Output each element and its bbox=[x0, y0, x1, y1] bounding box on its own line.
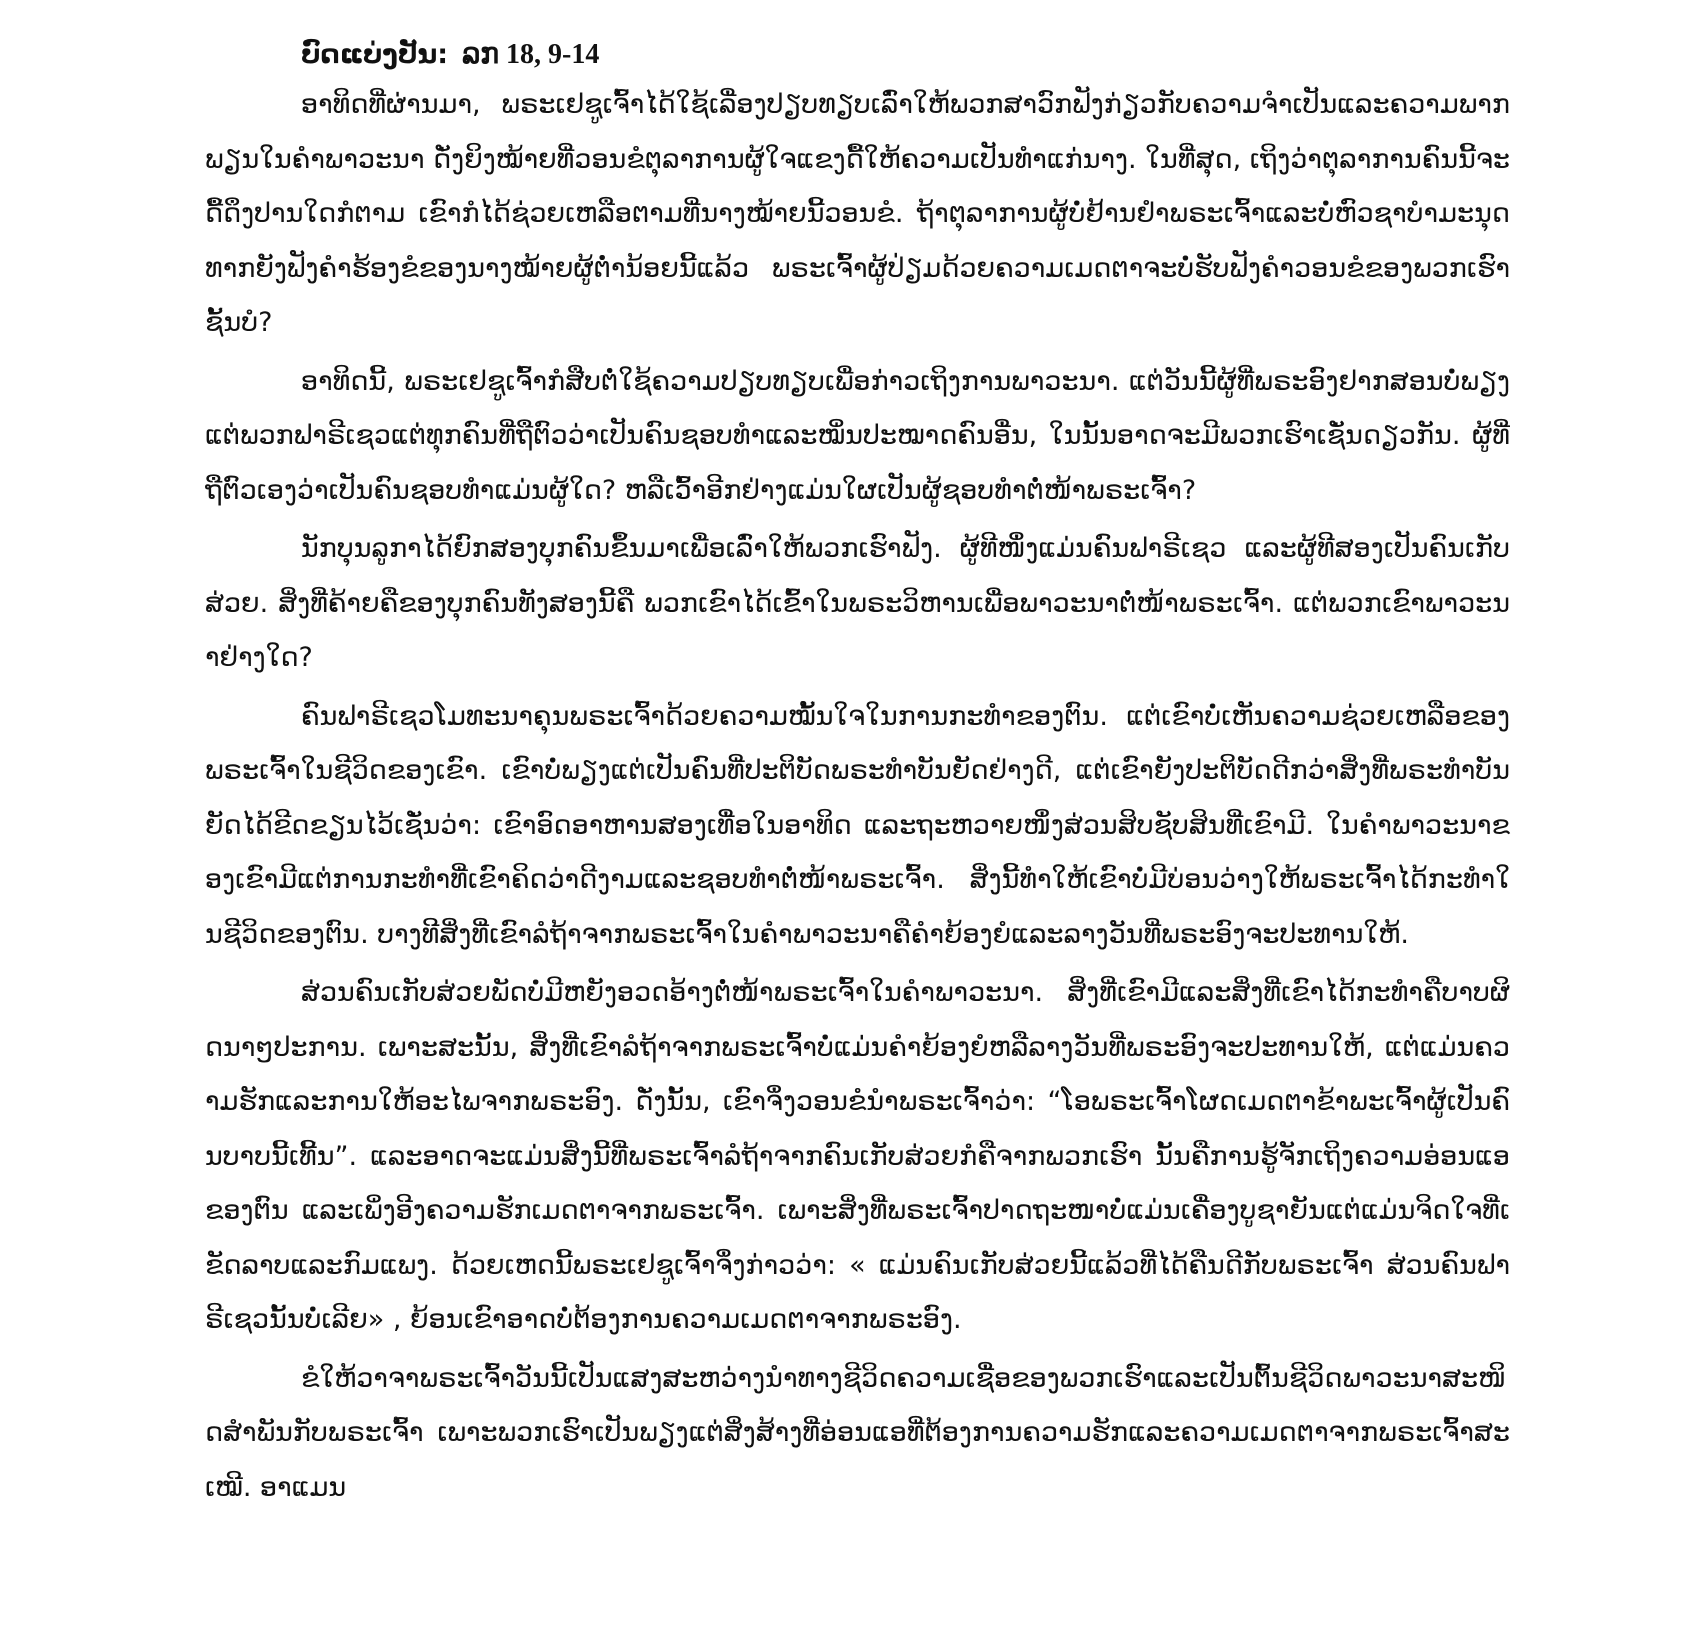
paragraph-1: ອາທິດທີ່ຜ່ານມາ, ພຣະເຢຊູເຈົ້າໄດ້ໃຊ້ເລື່ອງປຽບທຽບເລົ່າໃຫ້ພວກສາວົກຟັງກ່ຽວກັບຄວາມຈຳເປັນແລະຄວາມພາກພຽນໃນຄຳພາວະນາ ດັ່ງຍິງໝ້າຍທີ່ວອນຂໍຕຸລາການຜູ້ໃຈແຂງດື້ໃຫ້ຄວາມເປັນທຳແກ່ນາງ. ໃນທີ່ສຸດ, ເຖິງວ່າຕຸລາການຄົນນີ້ຈະດື້ດຶງປານໃດກໍຕາມ ເຂົາກໍໄດ້ຊ່ວຍເຫລືອຕາມທີ່ນາງໝ້າຍນີ້ວອນຂໍ. ຖ້າຕຸລາການຜູ້ບໍ່ຢ້ານຢຳພຣະເຈົ້າແລະບໍ່ຫົວຊາບຳມະນຸດທາກຍັງຟັງຄຳຮ້ອງຂໍຂອງນາງໝ້າຍຜູ້ຕ່ຳນ້ອຍນີ້ແລ້ວ ພຣະເຈົ້າຜູ້ປ່ຽມດ້ວຍຄວາມເມດຕາຈະບໍ່ຮັບຟັງຄຳວອນຂໍຂອງພວກເຮົາຊັ້ນບໍ? bbox=[205, 89, 1510, 338]
scripture-reference: ລກ 18, 9-14 bbox=[462, 39, 600, 70]
paragraph-6: ຂໍໃຫ້ວາຈາພຣະເຈົ້າວັນນີ້ເປັນແສງສະຫວ່າງນຳທາງຊີວິດຄວາມເຊື່ອຂອງພວກເຮົາແລະເປັນຕົ້ນຊີວິດພາວະນາສະໜິດສຳພັນກັບພຣະເຈົ້າ ເພາະພວກເຮົາເປັນພຽງແຕ່ສິ່ງສ້າງທີ່ອ່ອນແອທີ່ຕ້ອງການຄວາມຮັກແລະຄວາມເມດຕາຈາກພຣະເຈົ້າສະເໝີ. ອາແມນ bbox=[205, 1362, 1510, 1503]
paragraph-4: ຄົນຟາຣີເຊວໂມທະນາຄຸນພຣະເຈົ້າດ້ວຍຄວາມໝັ້ນໃຈໃນການກະທຳຂອງຕົນ. ແຕ່ເຂົາບໍ່ເຫັນຄວາມຊ່ວຍເຫລືອຂອງພຣະເຈົ້າໃນຊີວິດຂອງເຂົາ. ເຂົາບໍ່ພຽງແຕ່ເປັນຄົນທີ່ປະຕິບັດພຣະທຳບັນຍັດຢ່າງດີ, ແຕ່ເຂົາຍັງປະຕິບັດດີກວ່າສິ່ງທີ່ພຣະທຳບັນຍັດໄດ້ຂີດຂຽນໄວ້ເຊັ່ນວ່າ: ເຂົາອົດອາຫານສອງເທື່ອໃນອາທິດ ແລະຖະຫວາຍໜຶ່ງສ່ວນສິບຊັບສິນທີ່ເຂົາມີ. ໃນຄຳພາວະນາຂອງເຂົາມີແຕ່ການກະທຳທີ່ເຂົາຄິດວ່າດີງາມແລະຊອບທຳຕໍ່ໜ້າພຣະເຈົ້າ. ສິ່ງນີ້ທຳໃຫ້ເຂົາບໍ່ມີບ່ອນວ່າງໃຫ້ພຣະເຈົ້າໄດ້ກະທຳໃນຊີວິດຂອງຕົນ. ບາງທີສິ່ງທີ່ເຂົາລໍຖ້າຈາກພຣະເຈົ້າໃນຄຳພາວະນາຄືຄຳຍ້ອງຍໍແລະລາງວັນທີ່ພຣະອົງຈະປະທານໃຫ້. bbox=[205, 700, 1510, 950]
paragraph-2: ອາທິດນີ້, ພຣະເຢຊູເຈົ້າກໍສືບຕໍ່ໃຊ້ຄວາມປຽບທຽບເພື່ອກ່າວເຖິງການພາວະນາ. ແຕ່ວັນນີ້ຜູ້ທີ່ພຣະອົງຢາກສອນບໍ່ພຽງແຕ່ພວກຟາຣີເຊວແຕ່ທຸກຄົນທີ່ຖືຕົວວ່າເປັນຄົນຊອບທຳແລະໝິ່ນປະໝາດຄົນອື່ນ, ໃນນັ້ນອາດຈະມີພວກເຮົາເຊັ່ນດຽວກັນ. ຜູ້ທີ່ຖືຕົວເອງວ່າເປັນຄົນຊອບທຳແມ່ນຜູ້ໃດ? ຫລືເວົ້າອີກຢ່າງແມ່ນໃຜເປັນຜູ້ຊອບທຳຕໍ່ໜ້າພຣະເຈົ້າ? bbox=[205, 365, 1510, 506]
paragraph-5: ສ່ວນຄົນເກັບສ່ວຍພັດບໍ່ມີຫຍັງອວດອ້າງຕໍ່ໜ້າພຣະເຈົ້າໃນຄຳພາວະນາ. ສິ່ງທີ່ເຂົາມີແລະສິ່ງທີ່ເຂົາໄດ້ກະທຳຄືບາບຜິດນາໆປະການ. ເພາະສະນັ້ນ, ສິ່ງທີ່ເຂົາລໍຖ້າຈາກພຣະເຈົ້າບໍ່ແມ່ນຄຳຍ້ອງຍໍຫລືລາງວັນທີ່ພຣະອົງຈະປະທານໃຫ້, ແຕ່ແມ່ນຄວາມຮັກແລະການໃຫ້ອະໄພຈາກພຣະອົງ. ດັ່ງນັ້ນ, ເຂົາຈຶ່ງວອນຂໍນຳພຣະເຈົ້າວ່າ: “ໂອພຣະເຈົ້າໂຜດເມດຕາຂ້າພະເຈົ້າຜູ້ເປັນຄົນບາບນີ້ເທີ້ນ”. ແລະອາດຈະແມ່ນສິ່ງນີ້ທີ່ພຣະເຈົ້າລໍຖ້າຈາກຄົນເກັບສ່ວຍກໍຄືຈາກພວກເຮົາ ນັ້ນຄືການຮູ້ຈັກເຖິງຄວາມອ່ອນແອຂອງຕົນ ແລະເພິ່ງອີງຄວາມຮັກເມດຕາຈາກພຣະເຈົ້າ. ເພາະສິ່ງທີ່ພຣະເຈົ້າປາດຖະໜາບໍ່ແມ່ນເຄື່ອງບູຊາຍັນແຕ່ແມ່ນຈິດໃຈທີ່ເຂັດລາບແລະກົມແພງ. ດ້ວຍເຫດນີ້ພຣະເຢຊູເຈົ້າຈຶ່ງກ່າວວ່າ: « ແມ່ນຄົນເກັບສ່ວຍນີ້ແລ້ວທີ່ໄດ້ຄືນດີກັບພຣະເຈົ້າ ສ່ວນຄົນຟາຣີເຊວນັ້ນບໍ່ເລີຍ» , ຍ້ອນເຂົາອາດບໍ່ຕ້ອງການຄວາມເມດຕາຈາກພຣະອົງ. bbox=[205, 977, 1510, 1335]
page-title bbox=[205, 32, 1510, 78]
paragraph-3: ນັກບຸນລູກາໄດ້ຍົກສອງບຸກຄົນຂຶ້ນມາເພື່ອເລົ່າໃຫ້ພວກເຮົາຟັງ. ຜູ້ທີໜຶ່ງແມ່ນຄົນຟາຣີເຊວ ແລະຜູ້ທີສອງເປັນຄົນເກັບສ່ວຍ. ສິ່ງທີ່ຄ້າຍຄືຂອງບຸກຄົນທັງສອງນີ້ຄື ພວກເຂົາໄດ້ເຂົ້າໃນພຣະວິຫານເພື່ອພາວະນາຕໍ່ໜ້າພຣະເຈົ້າ. ແຕ່ພວກເຂົາພາວະນາຢ່າງໃດ? bbox=[205, 533, 1510, 673]
document-body bbox=[205, 32, 1510, 1515]
title-label: ບົດແບ່ງປັນ: bbox=[301, 39, 449, 70]
